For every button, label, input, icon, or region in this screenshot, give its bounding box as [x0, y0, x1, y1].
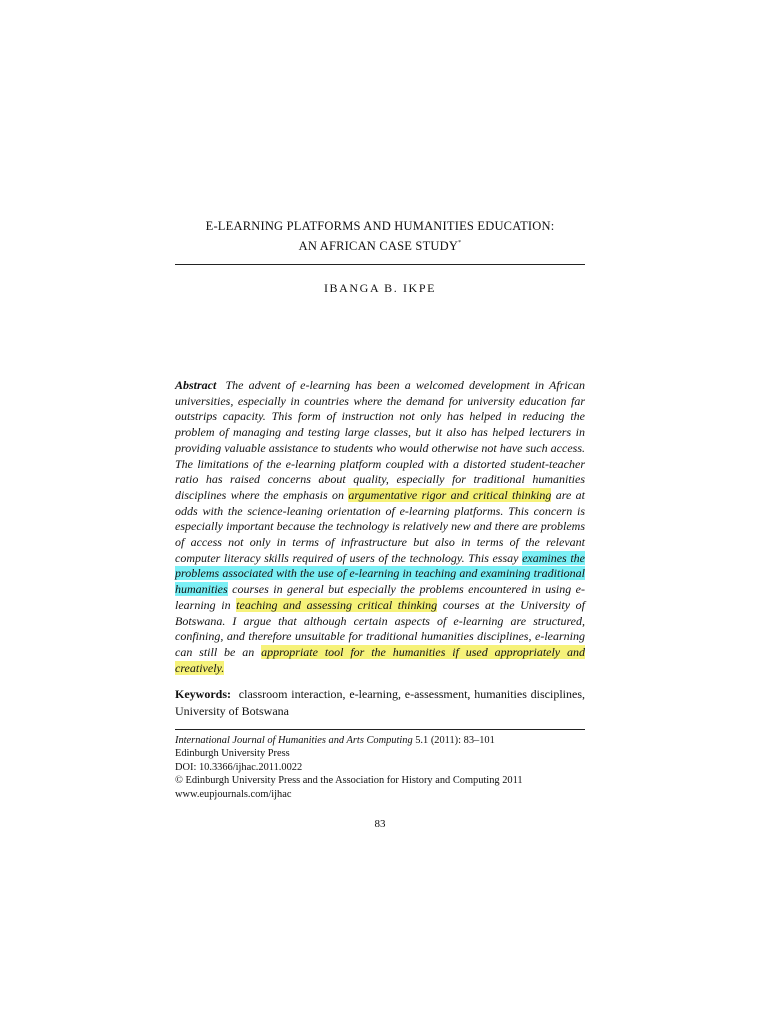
copyright-notice: © Edinburgh University Press and the Association for History and Computing 2011: [175, 775, 523, 787]
publication-info: [175, 734, 585, 801]
author-name: IBANGA B. IKPE: [323, 281, 437, 295]
title-line-2: [175, 235, 585, 255]
publisher: Edinburgh University Press: [175, 748, 290, 760]
abstract-segment: courses in general but especially the problems encountered in using e-learning in: [175, 582, 585, 612]
keywords-label: Keywords:: [175, 687, 231, 701]
title-line-1: E-LEARNING PLATFORMS AND HUMANITIES EDUCATION:: [205, 219, 555, 233]
title-line-2-text: AN AFRICAN CASE STUDY: [298, 239, 459, 253]
abstract-segment: courses at the University of Botswana. I argue that although certain aspects of e-learning are structured, confining, and therefore unsuitable for traditional humanities disciplines, e-learning can still be an: [175, 597, 585, 659]
journal-url: www.eupjournals.com/ijhac: [175, 788, 292, 800]
abstract-highlight-yellow: teaching and assessing critical thinking: [236, 597, 438, 612]
abstract-segment: are at odds with the science-leaning orientation of e-learning platforms. This concern is especially important because the technology is relatively new and there are problems of access not only in terms of infrastructure but also in terms of the relevant computer literacy skills required of users of the technology. This essay: [175, 487, 585, 565]
journal-name: International Journal of Humanities and Arts Computing: [175, 735, 413, 746]
title-divider: [175, 264, 585, 265]
keywords-paragraph: [175, 686, 585, 720]
keywords-text: classroom interaction, e-learning, e-assessment, humanities disciplines, University of Botswana: [175, 687, 585, 718]
abstract-highlight-cyan: examines the problems associated with the use of e-learning in teaching and examining traditional humanities: [175, 550, 585, 597]
footer-divider: [175, 729, 585, 730]
abstract-segment: The advent of e-learning has been a welcomed development in African universities, especially in countries where the demand for university education far outstrips capacity. This form of instruction not only has helped in reducing the problem of managing and testing large classes, but it also has helped lecturers in providing valuable assistance to students who would otherwise not have such access. The limitations of the e-learning platform coupled with a distorted student-teacher ratio has raised concerns about quality, especially for traditional humanities disciplines where the emphasis on: [175, 378, 585, 502]
page-number: 83: [374, 818, 386, 830]
abstract-paragraph: [175, 378, 585, 676]
doi: DOI: 10.3366/ijhac.2011.0022: [175, 761, 303, 773]
journal-citation: [175, 734, 585, 747]
abstract-label: Abstract: [175, 378, 217, 392]
abstract-highlight-yellow: argumentative rigor and critical thinking: [348, 487, 552, 502]
abstract-highlight-yellow: appropriate tool for the humanities if used appropriately and creatively.: [175, 644, 585, 675]
journal-volume-pages: 5.1 (2011): 83–101: [412, 735, 495, 746]
article-title: [175, 218, 585, 255]
title-footnote-mark: *: [458, 240, 462, 246]
